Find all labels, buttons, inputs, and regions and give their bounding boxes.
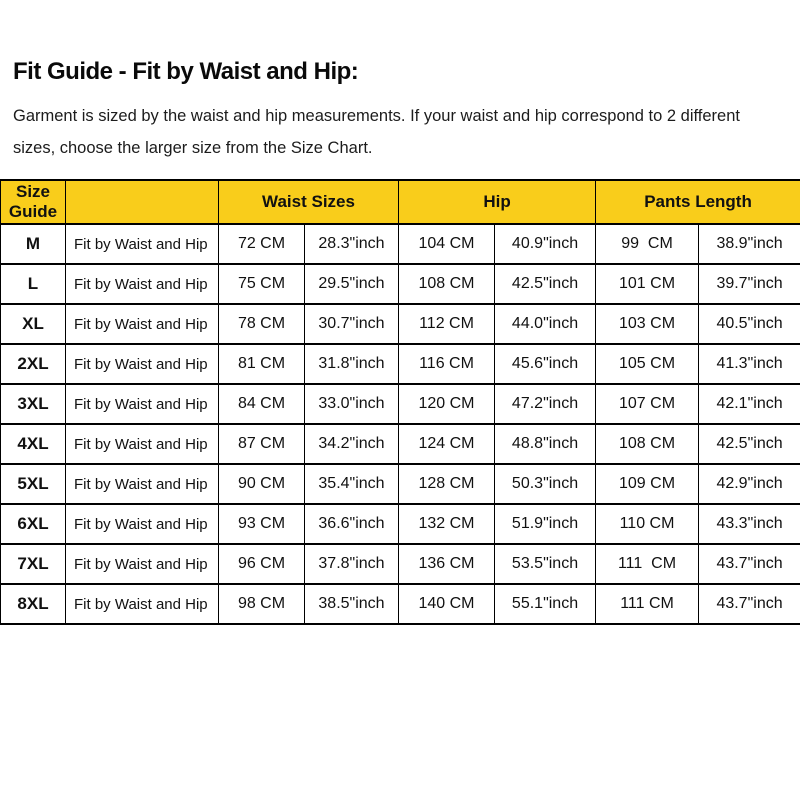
hip-cm-value: 112 CM [399, 304, 495, 344]
table-row [1, 264, 800, 304]
hip-cm-value: 116 CM [399, 344, 495, 384]
pants-inch-value: 40.5"inch [699, 304, 800, 344]
pants-inch-value: 42.5"inch [699, 424, 800, 464]
pants-inch-value: 41.3"inch [699, 344, 800, 384]
waist-inch-value: 28.3"inch [305, 224, 399, 264]
description-line-1: Garment is sized by the waist and hip measurements. If your waist and hip correspond to 2 different [13, 107, 740, 125]
size-label: XL [1, 304, 66, 344]
waist-inch-value: 35.4"inch [305, 464, 399, 504]
table-row [1, 544, 800, 584]
waist-cm-value: 90 CM [219, 464, 305, 504]
pants-inch-value: 43.3"inch [699, 504, 800, 544]
waist-inch-value: 29.5"inch [305, 264, 399, 304]
table-row [1, 424, 800, 464]
table-header-row [1, 180, 800, 224]
waist-cm-value: 81 CM [219, 344, 305, 384]
hip-inch-value: 51.9"inch [495, 504, 596, 544]
fit-method: Fit by Waist and Hip [66, 504, 219, 544]
size-label: 3XL [1, 384, 66, 424]
size-label: 2XL [1, 344, 66, 384]
waist-inch-value: 37.8"inch [305, 544, 399, 584]
size-chart-table [0, 179, 800, 625]
table-body [1, 224, 800, 624]
table-row [1, 464, 800, 504]
pants-cm-value: 99 CM [596, 224, 699, 264]
table-row [1, 344, 800, 384]
waist-inch-value: 31.8"inch [305, 344, 399, 384]
waist-cm-value: 93 CM [219, 504, 305, 544]
waist-inch-value: 36.6"inch [305, 504, 399, 544]
hip-cm-value: 128 CM [399, 464, 495, 504]
fit-method: Fit by Waist and Hip [66, 464, 219, 504]
waist-inch-value: 33.0"inch [305, 384, 399, 424]
pants-inch-value: 42.9"inch [699, 464, 800, 504]
fit-method: Fit by Waist and Hip [66, 264, 219, 304]
table-row [1, 224, 800, 264]
pants-cm-value: 108 CM [596, 424, 699, 464]
pants-inch-value: 43.7"inch [699, 544, 800, 584]
fit-description [13, 100, 800, 164]
pants-cm-value: 103 CM [596, 304, 699, 344]
hip-cm-value: 124 CM [399, 424, 495, 464]
waist-cm-value: 98 CM [219, 584, 305, 624]
pants-cm-value: 101 CM [596, 264, 699, 304]
fit-method: Fit by Waist and Hip [66, 424, 219, 464]
hip-cm-value: 120 CM [399, 384, 495, 424]
size-label: L [1, 264, 66, 304]
pants-inch-value: 42.1"inch [699, 384, 800, 424]
hip-inch-value: 42.5"inch [495, 264, 596, 304]
fit-method: Fit by Waist and Hip [66, 584, 219, 624]
fit-method: Fit by Waist and Hip [66, 344, 219, 384]
waist-cm-value: 78 CM [219, 304, 305, 344]
hip-cm-value: 132 CM [399, 504, 495, 544]
header-fit-column-blank [66, 180, 219, 224]
waist-cm-value: 96 CM [219, 544, 305, 584]
table-row [1, 504, 800, 544]
hip-inch-value: 47.2"inch [495, 384, 596, 424]
waist-inch-value: 38.5"inch [305, 584, 399, 624]
size-label: 8XL [1, 584, 66, 624]
description-line-2: sizes, choose the larger size from the Size Chart. [13, 139, 373, 157]
table-row [1, 584, 800, 624]
waist-cm-value: 75 CM [219, 264, 305, 304]
header-size-guide: Size Guide [1, 180, 66, 224]
pants-inch-value: 43.7"inch [699, 584, 800, 624]
hip-inch-value: 44.0"inch [495, 304, 596, 344]
waist-inch-value: 30.7"inch [305, 304, 399, 344]
waist-inch-value: 34.2"inch [305, 424, 399, 464]
pants-cm-value: 111 CM [596, 544, 699, 584]
fit-method: Fit by Waist and Hip [66, 224, 219, 264]
fit-method: Fit by Waist and Hip [66, 544, 219, 584]
header-hip: Hip [399, 180, 596, 224]
hip-cm-value: 108 CM [399, 264, 495, 304]
pants-inch-value: 39.7"inch [699, 264, 800, 304]
size-label: 6XL [1, 504, 66, 544]
waist-cm-value: 87 CM [219, 424, 305, 464]
hip-cm-value: 136 CM [399, 544, 495, 584]
pants-cm-value: 109 CM [596, 464, 699, 504]
hip-inch-value: 50.3"inch [495, 464, 596, 504]
page-title: Fit Guide - Fit by Waist and Hip: [13, 58, 359, 85]
pants-cm-value: 110 CM [596, 504, 699, 544]
hip-inch-value: 48.8"inch [495, 424, 596, 464]
size-label: 4XL [1, 424, 66, 464]
size-label: 7XL [1, 544, 66, 584]
hip-cm-value: 104 CM [399, 224, 495, 264]
hip-inch-value: 40.9"inch [495, 224, 596, 264]
table-row [1, 384, 800, 424]
hip-inch-value: 53.5"inch [495, 544, 596, 584]
size-label: M [1, 224, 66, 264]
pants-cm-value: 107 CM [596, 384, 699, 424]
fit-method: Fit by Waist and Hip [66, 304, 219, 344]
pants-cm-value: 105 CM [596, 344, 699, 384]
waist-cm-value: 84 CM [219, 384, 305, 424]
header-pants-length: Pants Length [596, 180, 800, 224]
pants-cm-value: 111 CM [596, 584, 699, 624]
size-label: 5XL [1, 464, 66, 504]
header-waist-sizes: Waist Sizes [219, 180, 399, 224]
hip-inch-value: 45.6"inch [495, 344, 596, 384]
hip-inch-value: 55.1"inch [495, 584, 596, 624]
waist-cm-value: 72 CM [219, 224, 305, 264]
pants-inch-value: 38.9"inch [699, 224, 800, 264]
table-row [1, 304, 800, 344]
hip-cm-value: 140 CM [399, 584, 495, 624]
fit-method: Fit by Waist and Hip [66, 384, 219, 424]
